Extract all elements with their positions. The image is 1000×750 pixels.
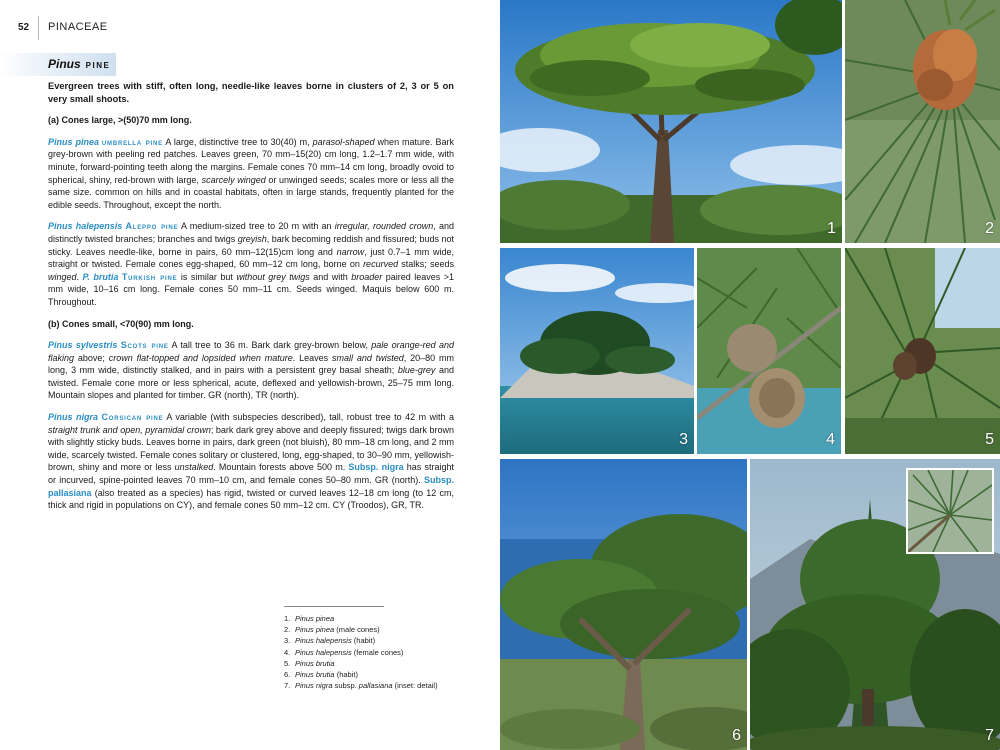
genus-title xyxy=(48,57,110,71)
photo-5-pinus-brutia xyxy=(845,248,1000,454)
subspecies-name: Subsp. pallasiana xyxy=(48,475,454,498)
page-number: 52 xyxy=(18,22,30,33)
entry-pinus-halepensis: Pinus halepensis Aleppo pine A medium-sized tree to 20 m with an irregular, rounded crown, and distinctly twisted branches; branches and twigs greyish, bark becoming reddish and fissured; buds not sticky. Leaves needle-like, borne in pairs, 60 mm–12(15)cm long and narrow, just 0.7–1 mm wide, straight or twisted. Female cones egg-shaped, 60 mm–12 cm long, borne on recurved stalks; seeds winged. P. brutia Turkish pine is similar but without grey twigs and with broader paired leaves >1 mm wide, 10–16 cm long. Female cones 50 mm–11 cm. Seeds winged. Maquis below 600 m. Throughout. xyxy=(48,221,454,307)
section-heading-a: (a) Cones large, >(50)70 mm long. xyxy=(48,115,192,126)
section-heading-b: (b) Cones small, <70(90) mm long. xyxy=(48,318,194,329)
photo-1-image xyxy=(500,0,842,243)
photo-number: 2 xyxy=(985,220,994,237)
photo-captions xyxy=(284,606,484,691)
photo-2-pinus-pinea-male-cones xyxy=(845,0,1000,243)
caption-item: 2. Pinus pinea (male cones) xyxy=(284,625,380,635)
common-name: Corsican pine xyxy=(101,412,164,423)
entry-pinus-nigra: Pinus nigra Corsican pine A variable (with subspecies described), tall, robust tree to 42 m with a straight trunk and open, pyramidal crown; bark dark grey above and deeply fissured; twigs dark brown with slightly sticky buds. Leaves borne in pairs, dark green (not bluish), 80 mm–18 cm long, and 2 mm wide, scarcely twisted. Female cones solitary or clustered, long, egg-shaped, to 30–90 mm, yellowish-brown, shiny and more or less unstalked. Mountain forests above 500 m. Subsp. nigra has straight or incurved, spine-pointed leaves 70 mm–10 cm, and female cones 50–80 mm. GR (north). Subsp. pallasiana (also treated as a species) has rigid, twisted or curved leaves 12–18 cm long (to 12 cm, thick and rigid in populations on CY), and female cones 50 mm–12 cm. CY (Troodos), GR, TR. xyxy=(48,412,454,511)
inset-image xyxy=(908,470,992,552)
photo-number: 5 xyxy=(985,431,994,448)
caption-rule xyxy=(284,606,384,607)
genus-name: Pinus xyxy=(48,57,81,71)
caption-item: 1. Pinus pinea xyxy=(284,614,335,623)
photo-6-pinus-brutia-habit xyxy=(500,459,747,750)
common-name: umbrella pine xyxy=(101,136,163,147)
caption-item: 7. Pinus nigra subsp. pallasiana (inset: detail) xyxy=(284,681,438,691)
species-name: Pinus pinea xyxy=(48,136,99,147)
photo-5-image xyxy=(845,248,1000,454)
common-name: Scots pine xyxy=(120,340,169,351)
photo-number: 3 xyxy=(679,431,688,448)
entry-pinus-sylvestris: Pinus sylvestris Scots pine A tall tree to 36 m. Bark dark grey-brown below, pale orange-red and flaking above; crown flat-topped and lopsided when mature. Leaves small and twisted, 20–80 mm long, 3 mm wide, distinctly stalked, and in pairs with a persistent grey basal sheath; blue-grey and twisted. Female cone more or less spherical, acute, deflexed and yellowish-brown, 25–75 mm long. Mountain slopes and planted for timber. GR (north), TR (north). xyxy=(48,340,455,401)
entry-pinus-pinea: Pinus pinea umbrella pine A large, distinctive tree to 30(40) m, parasol-shaped when mature. Bark grey-brown with peeling red patches. Leaves green, 70 mm–15(20) cm long, 1.2–1.7 mm wide, with minute, forward-pointing teeth along the margins. Female cones 70 mm–14 cm long, broadly ovoid to spherical, shiny, red-brown with large, scarcely winged or unwinged seeds; scales more or less all the same size. common on hills and in coastal habitats, often in large stands, frequently planted for the edible seeds. Throughout, except the north. xyxy=(48,136,455,210)
species-name: P. brutia xyxy=(82,271,119,282)
photo-3-pinus-halepensis-habit xyxy=(500,248,694,454)
photo-6-image xyxy=(500,459,747,750)
species-text xyxy=(48,80,454,521)
photo-number: 1 xyxy=(827,220,836,237)
page-header xyxy=(0,0,500,52)
family-heading: PINACEAE xyxy=(48,21,108,33)
caption-item: 6. Pinus brutia (habit) xyxy=(284,670,358,680)
header-divider xyxy=(38,16,39,40)
photo-2-image xyxy=(845,0,1000,243)
genus-intro: Evergreen trees with stiff, often long, needle-like leaves borne in clusters of 2, 3 or 5 on very small shoots. xyxy=(48,81,454,104)
photo-4-image xyxy=(697,248,841,454)
species-name: Pinus nigra xyxy=(48,412,98,423)
common-name: Turkish pine xyxy=(121,271,178,282)
photo-4-pinus-halepensis-female-cones xyxy=(697,248,841,454)
caption-item: 3. Pinus halepensis (habit) xyxy=(284,636,376,646)
photo-7-inset-detail xyxy=(906,468,994,554)
common-name: Aleppo pine xyxy=(125,221,179,232)
photo-1-pinus-pinea xyxy=(500,0,842,243)
caption-item: 5. Pinus brutia xyxy=(284,658,335,668)
species-name: Pinus halepensis xyxy=(48,221,123,232)
photo-number: 6 xyxy=(732,727,741,744)
photo-number: 4 xyxy=(826,431,835,448)
photo-3-image xyxy=(500,248,694,454)
photo-number: 7 xyxy=(985,727,994,744)
subspecies-name: Subsp. nigra xyxy=(348,462,404,473)
caption-item: 4. Pinus halepensis (female cones) xyxy=(284,647,404,657)
genus-common-name: pine xyxy=(85,57,111,71)
species-name: Pinus sylvestris xyxy=(48,340,118,351)
